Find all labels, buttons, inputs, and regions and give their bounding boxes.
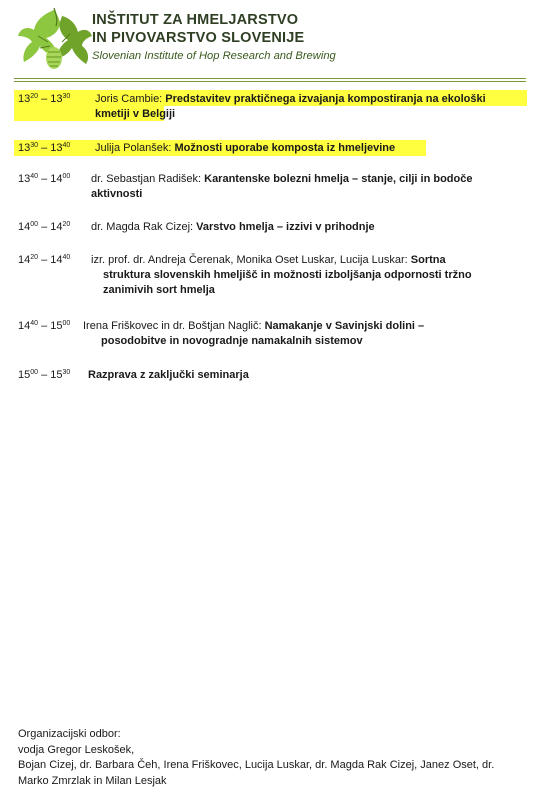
committee-heading: Organizacijski odbor:	[18, 728, 121, 740]
speaker: izr. prof. dr. Andreja Čerenak, Monika Oset Luskar, Lucija Luskar:	[91, 254, 411, 266]
talk-title: Varstvo hmelja – izzivi v prihodnje	[196, 221, 375, 233]
hop-leaves-logo-icon	[14, 6, 94, 72]
speaker: dr. Sebastjan Radišek:	[91, 173, 205, 185]
talk-title-cont: kmetiji v Belgiji	[95, 108, 176, 120]
speaker: Irena Friškovec in dr. Boštjan Naglič:	[83, 320, 265, 332]
talk-title-cont: aktivnosti	[91, 188, 143, 200]
talk-title: Karantenske bolezni hmelja – stanje, cilji in bodoče	[204, 173, 473, 185]
header-divider-bottom	[14, 81, 526, 82]
organizing-committee	[18, 727, 528, 789]
committee-members-cont: Marko Zmrzlak in Milan Lesjak	[18, 774, 167, 787]
speaker: Joris Cambie:	[95, 93, 166, 105]
header-divider-top	[14, 78, 526, 79]
time-slot: $14^{20} - 14^{40}$	[18, 254, 71, 266]
time-slot: $13^{20} - 13^{30}$	[18, 93, 71, 105]
talk-title-cont: zanimivih sort hmelja	[103, 284, 215, 296]
institute-name-line1: INŠTITUT ZA HMELJARSTVO	[92, 12, 299, 28]
committee-lead: vodja Gregor Leskošek,	[18, 743, 135, 756]
institute-english-name: Slovenian Institute of Hop Research and Brewing	[92, 50, 336, 62]
talk-title: Sortna	[410, 254, 446, 266]
time-slot: $14^{00} - 14^{20}$	[18, 221, 71, 233]
time-slot: $15^{00} - 15^{30}$	[18, 369, 71, 381]
talk-title-cont: struktura slovenskih hmeljišč in možnosti izboljšanja odpornosti tržno	[103, 269, 472, 281]
time-slot: $14^{40} - 15^{00}$	[18, 320, 71, 332]
speaker: Julija Polanšek:	[95, 142, 175, 154]
talk-title: Predstavitev praktičnega izvajanja kompostiranja na ekološki	[165, 93, 486, 105]
talk-title: Možnosti uporabe komposta iz hmeljevine	[174, 142, 396, 154]
time-slot: $13^{40} - 14^{00}$	[18, 173, 71, 185]
speaker: dr. Magda Rak Cizej:	[91, 221, 197, 233]
talk-title: Razprava z zaključki seminarja	[88, 369, 249, 381]
committee-members: Bojan Cizej, dr. Barbara Čeh, Irena Friškovec, Lucija Luskar, dr. Magda Rak Cizej, Janez Oset, dr.	[18, 759, 495, 771]
talk-title: Namakanje v Savinjski dolini –	[264, 320, 425, 332]
institute-name-line2: IN PIVOVARSTVO SLOVENIJE	[92, 30, 305, 46]
time-slot: $13^{30} - 13^{40}$	[18, 142, 71, 154]
talk-title-cont: posodobitve in novogradnje namakalnih sistemov	[101, 335, 363, 347]
